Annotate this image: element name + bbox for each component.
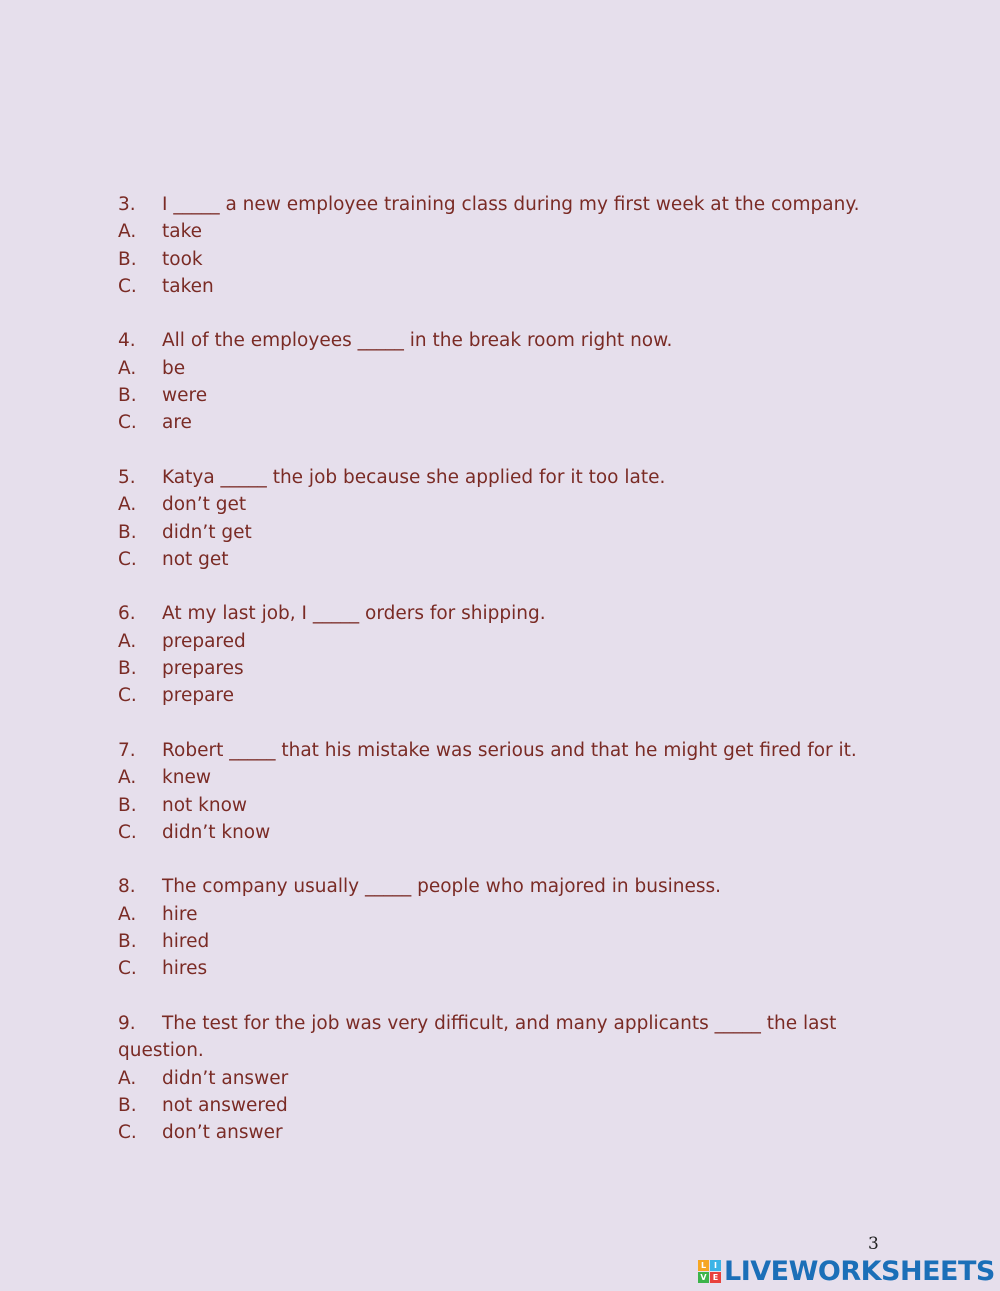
option-a[interactable] xyxy=(118,901,898,928)
page-number: 3 xyxy=(868,1234,879,1254)
option-letter: C. xyxy=(118,548,137,570)
option-letter: B. xyxy=(118,794,137,816)
option-text: were xyxy=(162,385,208,407)
question-number: 4. xyxy=(118,330,136,352)
option-a[interactable] xyxy=(118,628,898,655)
option-letter: A. xyxy=(118,494,137,516)
question-text: I _____ a new employee training class during my first week at the company. xyxy=(162,194,860,215)
option-c[interactable] xyxy=(118,682,898,709)
question-5 xyxy=(118,464,898,573)
option-text: not know xyxy=(162,794,248,816)
logo-text: LIVEWORKSHEETS xyxy=(724,1255,995,1287)
question-7 xyxy=(118,737,898,846)
option-text: take xyxy=(162,221,203,243)
option-letter: B. xyxy=(118,931,137,953)
question-number: 6. xyxy=(118,603,136,625)
option-b[interactable] xyxy=(118,1092,898,1119)
liveworksheets-logo xyxy=(698,1256,995,1286)
option-letter: C. xyxy=(118,412,137,434)
option-text: prepare xyxy=(162,685,234,707)
question-text: At my last job, I _____ orders for shipping. xyxy=(162,603,546,625)
question-3 xyxy=(118,191,898,300)
option-letter: A. xyxy=(118,221,137,243)
question-number: 5. xyxy=(118,466,136,488)
question-9 xyxy=(118,1010,898,1146)
option-c[interactable] xyxy=(118,409,898,436)
option-letter: C. xyxy=(118,821,137,843)
option-a[interactable] xyxy=(118,491,898,518)
option-c[interactable] xyxy=(118,819,898,846)
option-letter: C. xyxy=(118,685,137,707)
option-letter: C. xyxy=(118,958,137,980)
option-b[interactable] xyxy=(118,928,898,955)
option-text: hires xyxy=(162,958,208,980)
option-letter: A. xyxy=(118,903,137,925)
option-text: prepares xyxy=(162,658,244,680)
question-4 xyxy=(118,327,898,436)
option-b[interactable] xyxy=(118,519,898,546)
question-8 xyxy=(118,873,898,982)
question-text: The test for the job was very difficult, and many applicants _____ the last question. xyxy=(118,1012,837,1062)
option-text: hired xyxy=(162,931,210,953)
question-number: 8. xyxy=(118,876,136,898)
option-letter: B. xyxy=(118,385,137,407)
option-c[interactable] xyxy=(118,1119,898,1146)
option-a[interactable] xyxy=(118,764,898,791)
option-letter: B. xyxy=(118,248,137,270)
question-text: Robert _____ that his mistake was serious and that he might get fired for it. xyxy=(162,739,857,761)
option-text: not get xyxy=(162,548,229,570)
question-number: 9. xyxy=(118,1012,136,1034)
option-text: didn’t get xyxy=(162,521,252,543)
option-b[interactable] xyxy=(118,382,898,409)
option-text: knew xyxy=(162,767,211,789)
option-letter: A. xyxy=(118,1067,137,1089)
option-c[interactable] xyxy=(118,273,898,300)
live-badge-icon: L I V E xyxy=(698,1260,721,1283)
option-letter: C. xyxy=(118,275,137,297)
option-text: not answered xyxy=(162,1094,288,1116)
option-b[interactable] xyxy=(118,655,898,682)
option-letter: A. xyxy=(118,767,137,789)
question-text: Katya _____ the job because she applied for it too late. xyxy=(162,466,666,488)
worksheet xyxy=(118,191,898,1174)
question-text: The company usually _____ people who majored in business. xyxy=(162,876,722,898)
option-text: didn’t know xyxy=(162,821,271,843)
option-b[interactable] xyxy=(118,792,898,819)
option-text: be xyxy=(162,357,186,379)
option-letter: A. xyxy=(118,357,137,379)
option-a[interactable] xyxy=(118,218,898,245)
question-number: 7. xyxy=(118,739,136,761)
option-letter: B. xyxy=(118,658,137,680)
option-c[interactable] xyxy=(118,955,898,982)
question-6 xyxy=(118,600,898,709)
option-text: are xyxy=(162,412,192,434)
option-letter: A. xyxy=(118,630,137,652)
option-a[interactable] xyxy=(118,1065,898,1092)
option-text: don’t answer xyxy=(162,1122,283,1144)
option-text: didn’t answer xyxy=(162,1067,289,1089)
question-number: 3. xyxy=(118,194,136,215)
option-letter: B. xyxy=(118,1094,137,1116)
option-text: taken xyxy=(162,275,214,297)
option-text: took xyxy=(162,248,203,270)
option-text: hire xyxy=(162,903,198,925)
option-text: don’t get xyxy=(162,494,247,516)
option-a[interactable] xyxy=(118,355,898,382)
option-b[interactable] xyxy=(118,246,898,273)
option-text: prepared xyxy=(162,630,246,652)
option-c[interactable] xyxy=(118,546,898,573)
option-letter: C. xyxy=(118,1122,137,1144)
question-text: All of the employees _____ in the break room right now. xyxy=(162,330,673,352)
option-letter: B. xyxy=(118,521,137,543)
